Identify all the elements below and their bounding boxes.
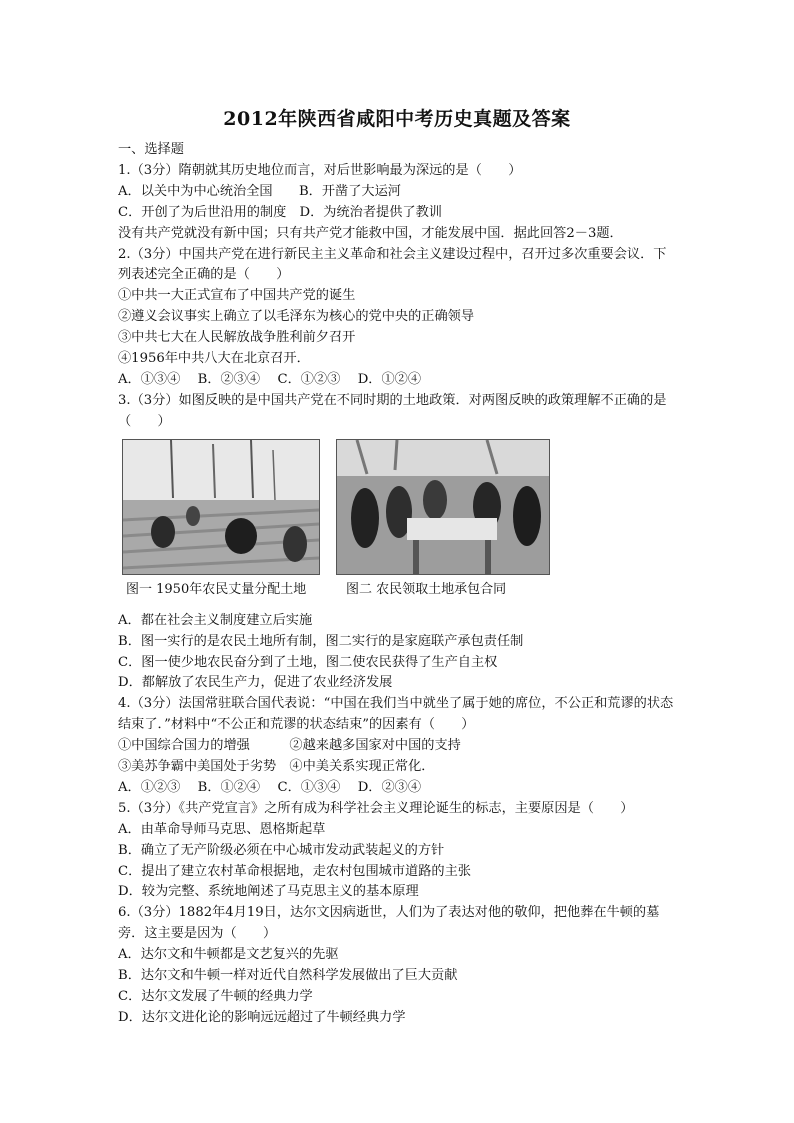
figure-2-photo: [336, 439, 550, 575]
question-5-option-b: B．确立了无产阶级必须在中心城市发动武装起义的方针: [118, 842, 445, 858]
question-4-statements-34: ③美苏争霸中美国处于劣势 ④中美关系实现正常化．: [118, 759, 435, 775]
question-6-option-c: C．达尔文发展了牛顿的经典力学: [118, 989, 313, 1004]
question-3-option-b: B．图一实行的是农民土地所有制，图二实行的是家庭联产承包责任制: [118, 633, 524, 649]
question-5-option-c: C．提出了建立农村革命根据地，走农村包围城市道路的主张: [118, 863, 471, 879]
question-5-stem: 5.（3分）《共产党宣言》之所有成为科学社会主义理论诞生的标志，主要原因是（ ）: [118, 800, 634, 816]
question-3-figures: [118, 439, 678, 611]
question-4-options: A．①②③ B．①②④ C．①③④ D．②③④: [118, 779, 422, 795]
question-6-stem: 6.（3分）1882年4月19日，达尔文因病逝世，人们为了表达对他的敬仰，把他葬在牛顿的墓旁．这主要是因为（ ）: [118, 905, 660, 942]
question-1-options-ab: A．以关中为中心统治全国 B．开凿了大运河: [118, 183, 401, 199]
question-2-statement-1: ①中共一大正式宣布了中国共产党的诞生: [118, 288, 356, 304]
page-title: 2012年陕西省咸阳中考历史真题及答案: [223, 108, 571, 130]
question-2-stem: 2.（3分）中国共产党在进行新民主主义革命和社会主义建设过程中，召开过多次重要会议．下列表述完全正确的是（ ）: [118, 246, 667, 283]
question-2-statement-3: ③中共七大在人民解放战争胜利前夕召开: [118, 330, 356, 346]
question-3-stem: 3.（3分）如图反映的是中国共产党在不同时期的土地政策．对两图反映的政策理解不正确的是（ ）: [118, 392, 667, 429]
question-4-statements-12: ①中国综合国力的增强 ②越来越多国家对中国的支持: [118, 738, 461, 754]
section-heading: 一、选择题: [118, 142, 184, 157]
question-5-option-d: D．较为完整、系统地阐述了马克思主义的基本原理: [118, 884, 419, 900]
question-3-option-d: D．都解放了农民生产力，促进了农业经济发展: [118, 675, 393, 691]
question-4-stem: 4.（3分）法国常驻联合国代表说：“中国在我们当中就坐了属于她的席位，不公正和荒谬的状态结束了．”材料中“不公正和荒谬的状态结束”的因素有（ ）: [118, 696, 674, 733]
question-3-option-c: C．图一使少地农民奋分到了土地，图二使农民获得了生产自主权: [118, 654, 498, 670]
question-1-stem: 1.（3分）隋朝就其历史地位而言，对后世影响最为深远的是（ ）: [118, 162, 522, 178]
exam-content: [118, 140, 678, 1029]
question-6-option-a: A．达尔文和牛顿都是文艺复兴的先驱: [118, 947, 339, 963]
question-2-statement-4: ④1956年中共八大在北京召开．: [118, 351, 310, 367]
figure-2-caption: 图二 农民领取土地承包合同: [346, 581, 507, 597]
question-6-option-b: B．达尔文和牛顿一样对近代自然科学发展做出了巨大贡献: [118, 968, 458, 984]
question-3-option-a: A．都在社会主义制度建立后实施: [118, 612, 313, 628]
question-2-statement-2: ②遵义会议事实上确立了以毛泽东为核心的党中央的正确领导: [118, 309, 475, 325]
figure-1-photo: [122, 439, 320, 575]
intro-text: 没有共产党就没有新中国；只有共产党才能救中国，才能发展中国．据此回答2－3题．: [118, 225, 623, 241]
question-1-options-cd: C．开创了为后世沿用的制度 D．为统治者提供了教训: [118, 204, 442, 220]
figure-1-caption: 图一 1950年农民丈量分配土地: [126, 581, 307, 597]
question-6-option-d: D．达尔文进化论的影响远远超过了牛顿经典力学: [118, 1009, 406, 1025]
question-2-options: A．①③④ B．②③④ C．①②③ D．①②④: [118, 371, 422, 387]
question-5-option-a: A．由革命导师马克思、恩格斯起草: [118, 821, 326, 837]
